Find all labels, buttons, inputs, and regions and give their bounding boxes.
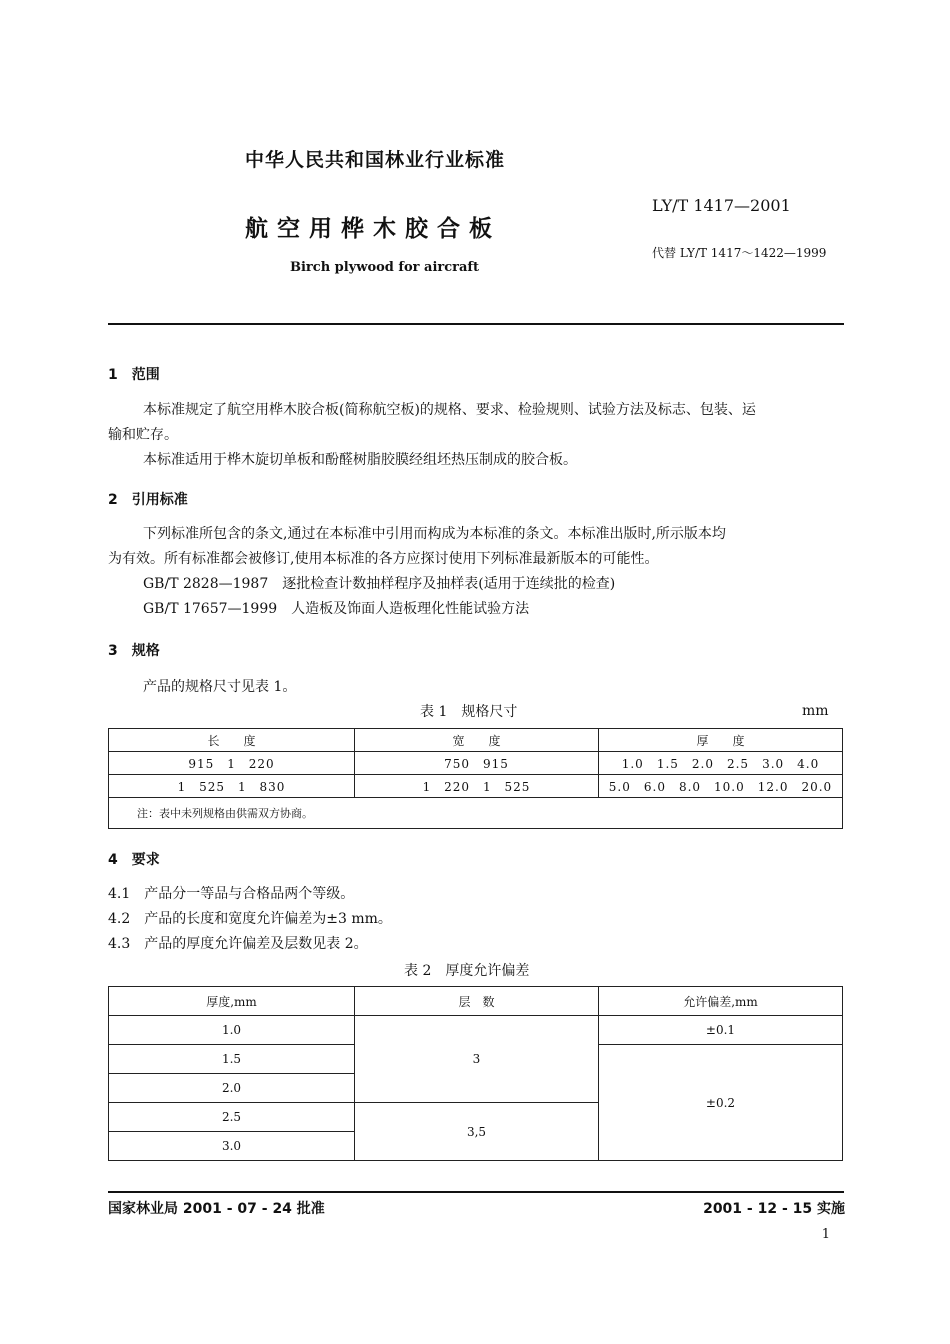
- column-header-tolerance: 允许偏差,mm: [599, 987, 843, 1016]
- table-cell: 2.0: [109, 1074, 355, 1103]
- section-1-paragraph-1-line-1: 本标准规定了航空用桦木胶合板(简称航空板)的规格、要求、检验规则、试验方法及标志、包装、运: [143, 402, 756, 418]
- column-header-thickness: 厚 度: [599, 729, 843, 752]
- implementation-date: 2001 - 12 - 15 实施: [703, 1201, 845, 1217]
- table-cell: 1 525 1 830: [109, 775, 355, 798]
- table-cell: 1.0 1.5 2.0 2.5 3.0 4.0: [599, 752, 843, 775]
- column-header-layers: 层 数: [355, 987, 599, 1016]
- table-2-thickness-tolerance: [108, 986, 843, 1161]
- table-cell: 2.5: [109, 1103, 355, 1132]
- approval-date: 国家林业局 2001 - 07 - 24 批准: [108, 1201, 325, 1217]
- table-1-caption: 表 1 规格尺寸: [420, 704, 518, 720]
- table-cell: 5.0 6.0 8.0 10.0 12.0 20.0: [599, 775, 843, 798]
- table-header-row: [109, 987, 843, 1016]
- document-title: 航空用桦木胶合板: [245, 216, 501, 242]
- organization-title: 中华人民共和国林业行业标准: [245, 149, 506, 171]
- section-3-paragraph: 产品的规格尺寸见表 1。: [143, 679, 297, 695]
- section-4-heading: 4 要求: [108, 852, 160, 868]
- clause-4-1: 4.1 产品分一等品与合格品两个等级。: [108, 886, 355, 902]
- table-cell: 1.5: [109, 1045, 355, 1074]
- table-cell: 915 1 220: [109, 752, 355, 775]
- clause-4-3: 4.3 产品的厚度允许偏差及层数见表 2。: [108, 936, 368, 952]
- table-cell: 750 915: [355, 752, 599, 775]
- header-divider: [108, 323, 844, 325]
- table-1-note: 注：表中未列规格由供需双方协商。: [109, 798, 843, 829]
- table-row: [109, 775, 843, 798]
- table-cell-tolerance: ±0.1: [599, 1016, 843, 1045]
- page-number: 1: [821, 1227, 830, 1242]
- clause-4-2: 4.2 产品的长度和宽度允许偏差为±3 mm。: [108, 911, 392, 927]
- section-3-heading: 3 规格: [108, 643, 160, 659]
- table-note-row: [109, 798, 843, 829]
- table-cell-layers: 3,5: [355, 1103, 599, 1161]
- section-2-paragraph-line-2: 为有效。所有标准都会被修订,使用本标准的各方应探讨使用下列标准最新版本的可能性。: [108, 551, 659, 567]
- table-2-caption: 表 2 厚度允许偏差: [404, 963, 530, 979]
- table-1-dimensions: [108, 728, 843, 829]
- section-1-heading: 1 范围: [108, 367, 160, 383]
- column-header-thickness: 厚度,mm: [109, 987, 355, 1016]
- section-1-paragraph-2: 本标准适用于桦木旋切单板和酚醛树脂胶膜经组坯热压制成的胶合板。: [143, 452, 577, 468]
- table-row: [109, 1016, 843, 1045]
- replaces-standard: 代替 LY/T 1417～1422—1999: [652, 246, 827, 260]
- table-row: [109, 752, 843, 775]
- table-cell-layers: 3: [355, 1016, 599, 1103]
- section-1-paragraph-1-line-2: 输和贮存。: [108, 427, 178, 443]
- document-subtitle: Birch plywood for aircraft: [290, 260, 480, 275]
- column-header-width: 宽 度: [355, 729, 599, 752]
- footer-divider: [108, 1191, 844, 1193]
- reference-gb-2828: GB/T 2828—1987 逐批检查计数抽样程序及抽样表(适用于连续批的检查): [143, 576, 616, 592]
- standard-number: LY/T 1417—2001: [652, 196, 791, 215]
- table-cell-tolerance: ±0.2: [599, 1045, 843, 1161]
- reference-gb-17657: GB/T 17657—1999 人造板及饰面人造板理化性能试验方法: [143, 601, 530, 617]
- column-header-length: 长 度: [109, 729, 355, 752]
- table-cell: 3.0: [109, 1132, 355, 1161]
- section-2-heading: 2 引用标准: [108, 492, 188, 508]
- table-1-unit: mm: [802, 703, 829, 719]
- table-cell: 1 220 1 525: [355, 775, 599, 798]
- table-cell: 1.0: [109, 1016, 355, 1045]
- table-header-row: [109, 729, 843, 752]
- section-2-paragraph-line-1: 下列标准所包含的条文,通过在本标准中引用而构成为本标准的条文。本标准出版时,所示版本均: [143, 526, 726, 542]
